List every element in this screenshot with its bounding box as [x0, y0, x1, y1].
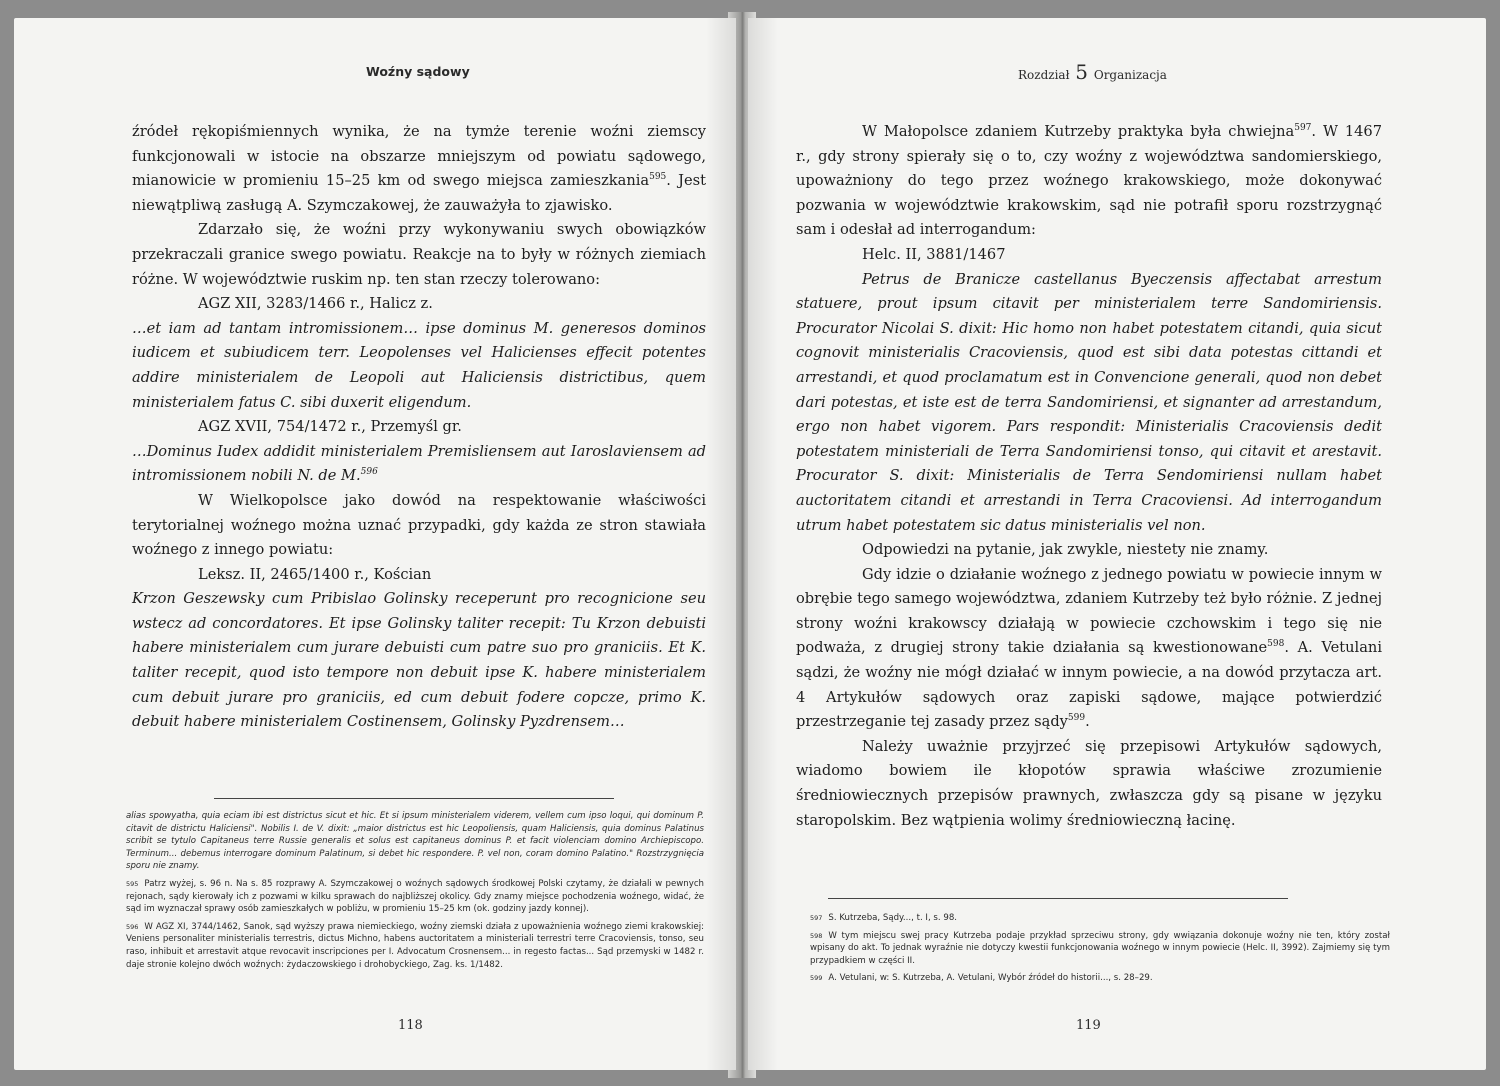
page-number-left: 118: [398, 1018, 423, 1033]
latin-quote: …Dominus Iudex addidit ministerialem Premisliensem aut Iaroslaviensem ad intromissionem nobili N. de M.$^{596}$: [132, 442, 706, 485]
footnote-separator: [828, 898, 1288, 899]
footnote-ref: 595: [649, 172, 667, 183]
paragraph: W Małopolsce zdaniem Kutrzeby praktyka była chwiejna$^{597}$. W 1467 r., gdy strony spierały się o to, czy woźny z województwa sandomierskiego, upoważniony do tego przez woźnego krakowskiego, może dokonywać pozwania w województwie krakowskim, sąd nie potrafił sporu rozstrzygnąć sam i odesłał ad interrogandum:: [796, 123, 1382, 239]
paragraph: źródeł rękopiśmiennych wynika, że na tymże terenie woźni ziemscy funkcjonowali w istocie na obszarze mniejszym od powiatu sądowego, mianowicie w promieniu 15–25 km od swego miejsca zamieszkania$^{595}$. Jest niewątpliwą zasługą A. Szymczakowej, że zauważyła to zjawisko.: [132, 123, 707, 214]
running-head-right: Rozdział 5 Organizacja: [1018, 60, 1167, 84]
paragraph: Należy uważnie przyjrzeć się przepisowi Artykułów sądowych, wiadomo bowiem ile kłopotów sprawia właściwe zrozumienie średniowiecznych przepisów prawnych, zwłaszcza gdy są pisane w języku staropolskim. Bez wątpienia wolimy średniowieczną łacinę.: [796, 737, 1382, 829]
footnote: $^{596}$ W AGZ XI, 3744/1462, Sanok, sąd wyższy prawa niemieckiego, woźny ziemski działa z upoważnienia woźnego ziemi krakowskiej: Veniens personaliter ministerialis terrestris, dictus Michno, habens auctoritatem a ministeriali terrestri terre Cracoviensis, tonso, seu raso, inhibuit et arrestavit atque revocavit inscripciones per I. Advocatum Crosnensem... in regesto factas... Sąd przemyski w 1482 r. daje stronie kolejno dwóch woźnych: żydaczowskiego i drohobyckiego, Zag. ks. 1/1482.: [126, 921, 704, 970]
source-reference: Leksz. II, 2465/1400 r., Kościan: [198, 565, 432, 583]
footnote: $^{599}$ A. Vetulani, w: S. Kutrzeba, A. Vetulani, Wybór źródeł do historii..., s. 28–29.: [810, 973, 1153, 984]
right-page: [748, 18, 1486, 1070]
footnote-ref: 598: [1267, 639, 1285, 650]
footnote-ref: 597: [1294, 123, 1312, 134]
left-footnotes: [126, 810, 704, 976]
footnote-continuation: alias spowyatha, quia eciam ibi est districtus sicut et hic. Et si ipsum ministerialem viderem, vellem cum ipso loqui, qui dominum P. citavit de districtu Haliciensi". Nobilis I. de V. dixit: „maior districtus est hic Leopoliensis, quam Haliciensis, quia dominus Palatinus scribit se tytulo Capitaneus terre Russie generalis et solus est capitaneus dominus P. et facit violenciam domino Archiepiscopo. Terminum... debemus interrogare dominum Palatinum, si debet hic respondere. P. vel non, coram domino Palatino." Rozstrzygnięcia sporu nie znamy.: [126, 811, 704, 872]
footnote: $^{598}$ W tym miejscu swej pracy Kutrzeba podaje przykład sprzeciwu strony, gdy wwiązania dokonuje woźny nie ten, który został wpisany do akt. To jednak wyraźnie nie dotyczy kwestii funkcjonowania woźnego w innym powiecie (Helc. II, 3992). Zajmiemy się tym przypadkiem w części II.: [810, 930, 1390, 966]
left-page: [14, 18, 736, 1070]
footnote-ref: 599: [1067, 713, 1086, 724]
paragraph: Gdy idzie o działanie woźnego z jednego powiatu w powiecie innym w obrębie tego samego województwa, zdaniem Kutrzeby też było różnie. Z jednej strony woźni krakowscy działają w powiecie czchowskim i tego się nie podważa, z drugiej strony takie działania są kwestionowane$^{598}$. A. Vetulani sądzi, że woźny nie mógł działać w innym powiecie, a na dowód przytacza art. 4 Artykułów sądowych oraz zapiski sądowe, mające potwierdzić przestrzeganie tej zasady przez sądy$^{599}$.: [796, 565, 1382, 731]
running-head-left: Woźny sądowy: [366, 64, 470, 79]
latin-quote: …et iam ad tantam intromissionem… ipse dominus M. generesos dominos iudicem et subiudicem terr. Leopolenses vel Halicienses effecit potentes addire ministerialem de Leopoli aut Haliciensis districtibus, quem ministerialem fatus C. sibi duxerit eligendum.: [132, 319, 706, 411]
paragraph: W Wielkopolsce jako dowód na respektowanie właściwości terytorialnej woźnego można uznać przypadki, gdy każda ze stron stawiała woźnego z innego powiatu:: [132, 491, 706, 559]
source-reference: AGZ XVII, 754/1472 r., Przemyśl gr.: [198, 418, 462, 436]
paragraph: Odpowiedzi na pytanie, jak zwykle, niestety nie znamy.: [862, 541, 1269, 559]
footnote-ref: 596: [360, 467, 378, 478]
latin-quote: Krzon Geszewsky cum Pribislao Golinsky receperunt pro recognicione seu wstecz ad concordatores. Et ipse Golinsky taliter recepit: Tu Krzon debuisti habere ministerialem cum jurare debuisti cum patre suo pro graniciis. Et K. taliter recepit, quod isto tempore non debuit ipse K. habere ministerialem cum debuit jurare pro graniciis, ed cum debuit fodere copcze, primo K. debuit habere ministerialem Costinensem, Golinsky Pyzdrensem…: [132, 590, 706, 731]
source-reference: Helc. II, 3881/1467: [862, 245, 1006, 263]
source-reference: AGZ XII, 3283/1466 r., Halicz z.: [198, 295, 433, 313]
right-body-text: [796, 120, 1382, 833]
page-number-right: 119: [1076, 1018, 1101, 1033]
footnote-separator: [214, 798, 614, 799]
latin-quote: Petrus de Branicze castellanus Byeczensis affectabat arrestum statuere, prout ipsum citavit per ministerialem terre Sandomiriensis. Procurator Nicolai S. dixit: Hic homo non habet potestatem citandi, quia sicut cognovit ministerialis Cracoviensis, quod est sibi data potestas cittandi et arrestandi, et quod proclamatum est in Convencione generali, quod non debet dari potestas, et iste est de terra Sandomiriensi, et signanter ad arrestandum, ergo non habet vigorem. Pars respondit: Ministerialis Cracoviensis dedit potestatem ministeriali de Terra Sandomiriensi tonso, qui citavit et arestavit. Procurator S. dixit: Ministerialis de Terra Sendomiriensi nullam habet auctoritatem citandi et arrestandi in Terra Cracoviensi. Ad interrogandum utrum habet potestatem sic datus ministerialis vel non.: [796, 270, 1382, 534]
paragraph: Zdarzało się, że woźni przy wykonywaniu swych obowiązków przekraczali granice swego powiatu. Reakcje na to były w różnych ziemiach różne. W województwie ruskim np. ten stan rzeczy tolerowano:: [132, 221, 706, 288]
footnote: $^{595}$ Patrz wyżej, s. 96 n. Na s. 85 rozprawy A. Szymczakowej o woźnych sądowych środkowej Polski czytamy, że działali w pewnych rejonach, sądy kierowały ich z pozwami w kilku sprawach do najbliższej okolicy. Gdy znamy miejsce pochodzenia woźnego, widać, że sąd im wyznaczał sprawy osób zamieszkałych w pobliżu, w promieniu 15–25 km (ok. godziny jazdy konnej).: [126, 878, 704, 915]
right-footnotes: [810, 912, 1390, 990]
left-body-text: [132, 120, 706, 735]
footnote: $^{597}$ S. Kutrzeba, Sądy..., t. I, s. 98.: [810, 913, 958, 923]
